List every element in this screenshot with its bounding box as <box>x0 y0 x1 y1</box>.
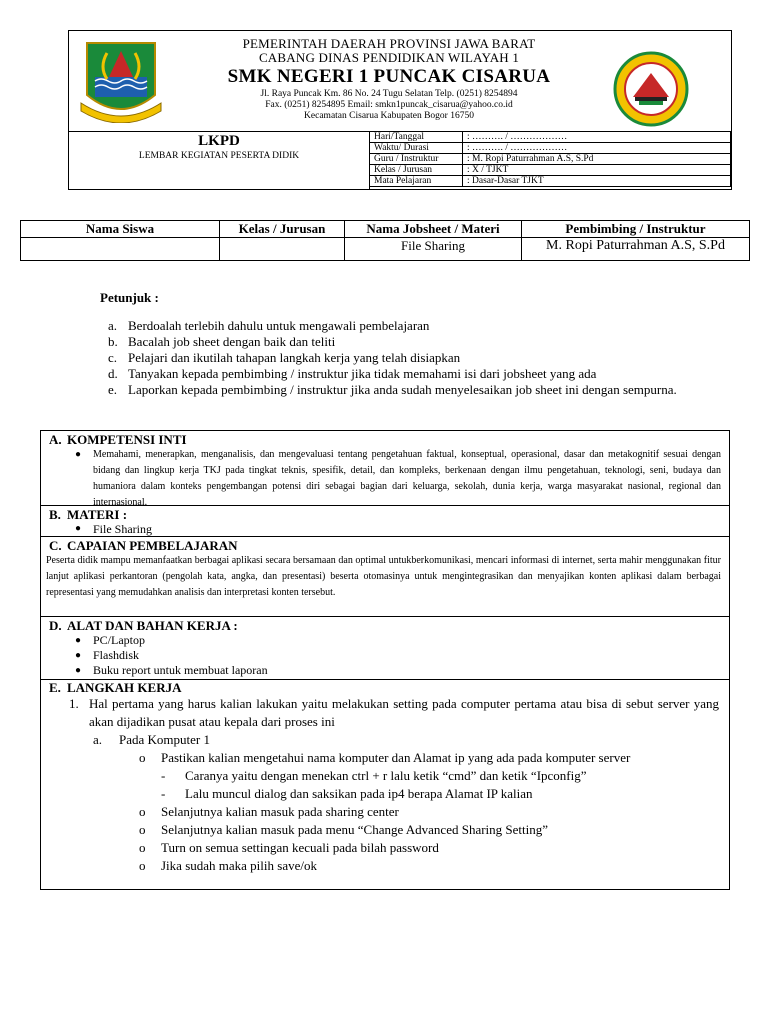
meta-row <box>370 132 731 143</box>
list-item-text: Laporkan kepada pembimbing / instruktur jika anda sudah menyelesaikan job sheet ini dengan sempurna. <box>128 382 677 397</box>
dash-bullet-icon: - <box>161 786 166 801</box>
branch-line: CABANG DINAS PENDIDIKAN WILAYAH 1 <box>258 50 520 65</box>
list-item <box>41 857 729 875</box>
instructions-title: Petunjuk : <box>100 290 159 305</box>
column-header: Nama Jobsheet / Materi <box>345 221 522 238</box>
bullet-icon: ● <box>75 635 82 646</box>
instructions-list <box>108 318 708 398</box>
meta-row <box>370 143 731 154</box>
section-heading <box>41 680 729 695</box>
student-name-cell[interactable] <box>21 238 220 261</box>
circle-bullet-icon: o <box>139 804 146 819</box>
letterhead <box>68 30 732 190</box>
section-text: Peserta didik mampu memanfaatkan berbagai aplikasi secara bersamaan dan optimal untukberkomunikasi, mencari informasi di internet, serta mahir menggunakan fitur lanjut aplikasi perkantoran (pengolah kata, angka, dan presentasi) beserta otomasinya untuk mengintegrasikan dan menyajikan konten aplikasi dalam berbagai representasi yang memudahkan analisis dan interpretasi konten tersebut. <box>46 555 721 598</box>
government-line: PEMERINTAH DAERAH PROVINSI JAWA BARAT <box>242 36 536 51</box>
list-item-text: Bacalah job sheet dengan baik dan teliti <box>128 334 336 349</box>
address-line-3: Kecamatan Cisarua Kabupaten Bogor 16750 <box>304 111 474 121</box>
bullet-icon: ● <box>75 523 82 534</box>
instructor-cell: M. Ropi Paturrahman A.S, S.Pd <box>522 238 750 261</box>
west-java-logo-icon <box>77 37 165 123</box>
substep-text: Pada Komputer 1 <box>119 732 210 747</box>
list-item-text: Pelajari dan ikutilah tahapan langkah kerja yang telah disiapkan <box>128 350 461 365</box>
meta-row <box>370 176 731 187</box>
list-item <box>41 785 729 803</box>
meta-value: : X / TJKT <box>463 165 731 176</box>
meta-key: Kelas / Jurusan <box>370 165 463 176</box>
section-title: LANGKAH KERJA <box>67 680 182 695</box>
meta-row <box>370 165 731 176</box>
section-marker: A. <box>49 432 62 447</box>
letterhead-text <box>169 37 609 122</box>
bullet-icon: ● <box>75 650 82 661</box>
class-cell[interactable] <box>220 238 345 261</box>
lkpd-title-block <box>69 131 370 189</box>
list-item-text: Turn on semua settingan kecuali pada bilah password <box>161 840 439 855</box>
address-line-1: Jl. Raya Puncak Km. 86 No. 24 Tugu Selatan Telp. (0251) 8254894 <box>260 89 518 99</box>
section-heading <box>41 617 729 633</box>
section-title: KOMPETENSI INTI <box>67 432 187 447</box>
list-item-text: PC/Laptop <box>93 633 146 647</box>
circle-bullet-icon: o <box>139 822 146 837</box>
list-item-text: Selanjutnya kalian masuk pada sharing center <box>161 804 399 819</box>
column-header: Pembimbing / Instruktur <box>522 221 750 238</box>
section-marker: C. <box>49 538 62 553</box>
lkpd-subtitle: LEMBAR KEGIATAN PESERTA DIDIK <box>138 151 300 161</box>
meta-row <box>370 154 731 165</box>
list-item <box>41 522 729 536</box>
meta-key: Waktu/ Durasi <box>370 143 463 154</box>
list-item-text: File Sharing <box>93 522 152 536</box>
meta-value: : Dasar-Dasar TJKT <box>463 176 731 187</box>
section-marker: B. <box>49 507 61 522</box>
section-marker: D. <box>49 618 62 633</box>
meta-key: Mata Pelajaran <box>370 176 463 187</box>
meta-value: : M. Ropi Paturrahman A.S, S.Pd <box>463 154 731 165</box>
step-marker: 1. <box>69 696 79 711</box>
step-item <box>41 695 729 731</box>
circle-bullet-icon: o <box>139 858 146 873</box>
section-heading <box>41 506 729 522</box>
letterhead-top <box>69 31 731 132</box>
list-item-text: Pastikan kalian mengetahui nama komputer dan Alamat ip yang ada pada komputer server <box>161 750 631 765</box>
column-header: Kelas / Jurusan <box>220 221 345 238</box>
meta-value: : ………. / ……………… <box>463 132 731 143</box>
substep-marker: a. <box>93 732 103 747</box>
lkpd-title: LKPD <box>198 133 240 149</box>
section-capaian-pembelajaran <box>41 536 729 617</box>
table-header-row <box>21 221 750 238</box>
list-item-text: Berdoalah terlebih dahulu untuk mengawali pembelajaran <box>128 318 430 333</box>
list-item-text: Buku report untuk membuat laporan <box>93 663 268 677</box>
section-alat-bahan <box>41 616 729 680</box>
bullet-icon: ● <box>75 449 82 460</box>
meta-value: : ………. / ……………… <box>463 143 731 154</box>
section-title: ALAT DAN BAHAN KERJA : <box>67 618 238 633</box>
worksheet-sections <box>40 430 730 890</box>
meta-key: Guru / Instruktur <box>370 154 463 165</box>
circle-bullet-icon: o <box>139 840 146 855</box>
list-item-text: Lalu muncul dialog dan saksikan pada ip4 berapa Alamat IP kalian <box>185 786 533 801</box>
list-marker: b. <box>108 334 118 349</box>
list-item <box>41 663 729 678</box>
section-heading <box>41 431 729 447</box>
list-item-text: Tanyakan kepada pembimbing / instruktur jika tidak memahami isi dari jobsheet yang ada <box>128 366 597 381</box>
section-title: MATERI : <box>67 507 128 522</box>
bullet-icon: ● <box>75 665 82 676</box>
list-item <box>41 767 729 785</box>
school-name: SMK NEGERI 1 PUNCAK CISARUA <box>227 66 551 87</box>
list-item <box>41 447 729 511</box>
address-line-2: Fax. (0251) 8254895 Email: smkn1puncak_cisarua@yahoo.co.id <box>265 100 513 110</box>
list-item <box>41 803 729 821</box>
meta-key: Hari/Tanggal <box>370 132 463 143</box>
list-item <box>108 382 708 398</box>
list-marker: e. <box>108 382 118 397</box>
section-materi <box>41 505 729 537</box>
school-logo-icon <box>607 51 695 127</box>
column-header: Nama Siswa <box>21 221 220 238</box>
circle-bullet-icon: o <box>139 750 146 765</box>
section-text: Memahami, menerapkan, menganalisis, dan mengevaluasi tentang pengetahuan faktual, konseptual, operasional, dasar dan metakognitif sesuai dengan bidang dan lingkup kerja TKJ pada tingkat teknis, spesifik, detail, dan kompleks, berkenaan dengan ilmu pengetahuan, teknologi, seni, budaya dan humaniora dalam konteks pengembangan potensi diri sebagai bagian dari keluarga, sekolah, dunia kerja, warga masyarakat nasional, regional dan internasional. <box>93 449 721 508</box>
section-title: CAPAIAN PEMBELAJARAN <box>67 538 238 553</box>
step-text: Hal pertama yang harus kalian lakukan yaitu melakukan setting pada computer pertama atau bisa di sebut server yang akan dijadikan pusat atau kepala dari proses ini <box>89 696 719 729</box>
section-heading <box>41 537 729 553</box>
list-item-text: Caranya yaitu dengan menekan ctrl + r lalu ketik “cmd” dan ketik “Ipconfig” <box>185 768 587 783</box>
student-info-table <box>20 220 750 261</box>
lkpd-meta-table <box>369 131 731 187</box>
list-item-text: Flashdisk <box>93 648 140 662</box>
table-row <box>21 238 750 261</box>
list-item <box>41 821 729 839</box>
list-item <box>108 334 708 350</box>
list-item-text: Jika sudah maka pilih save/ok <box>161 858 317 873</box>
list-item <box>108 350 708 366</box>
section-kompetensi-inti <box>41 431 729 508</box>
list-marker: a. <box>108 318 118 333</box>
list-marker: d. <box>108 366 118 381</box>
section-langkah-kerja <box>41 679 729 890</box>
list-marker: c. <box>108 350 118 365</box>
substep-item <box>41 731 729 749</box>
list-item <box>41 839 729 857</box>
list-item <box>108 318 708 334</box>
list-item <box>41 633 729 648</box>
dash-bullet-icon: - <box>161 768 166 783</box>
list-item <box>41 648 729 663</box>
jobsheet-cell: File Sharing <box>345 238 522 261</box>
list-item <box>41 749 729 767</box>
list-item <box>108 366 708 382</box>
section-marker: E. <box>49 680 61 695</box>
list-item-text: Selanjutnya kalian masuk pada menu “Change Advanced Sharing Setting” <box>161 822 549 837</box>
